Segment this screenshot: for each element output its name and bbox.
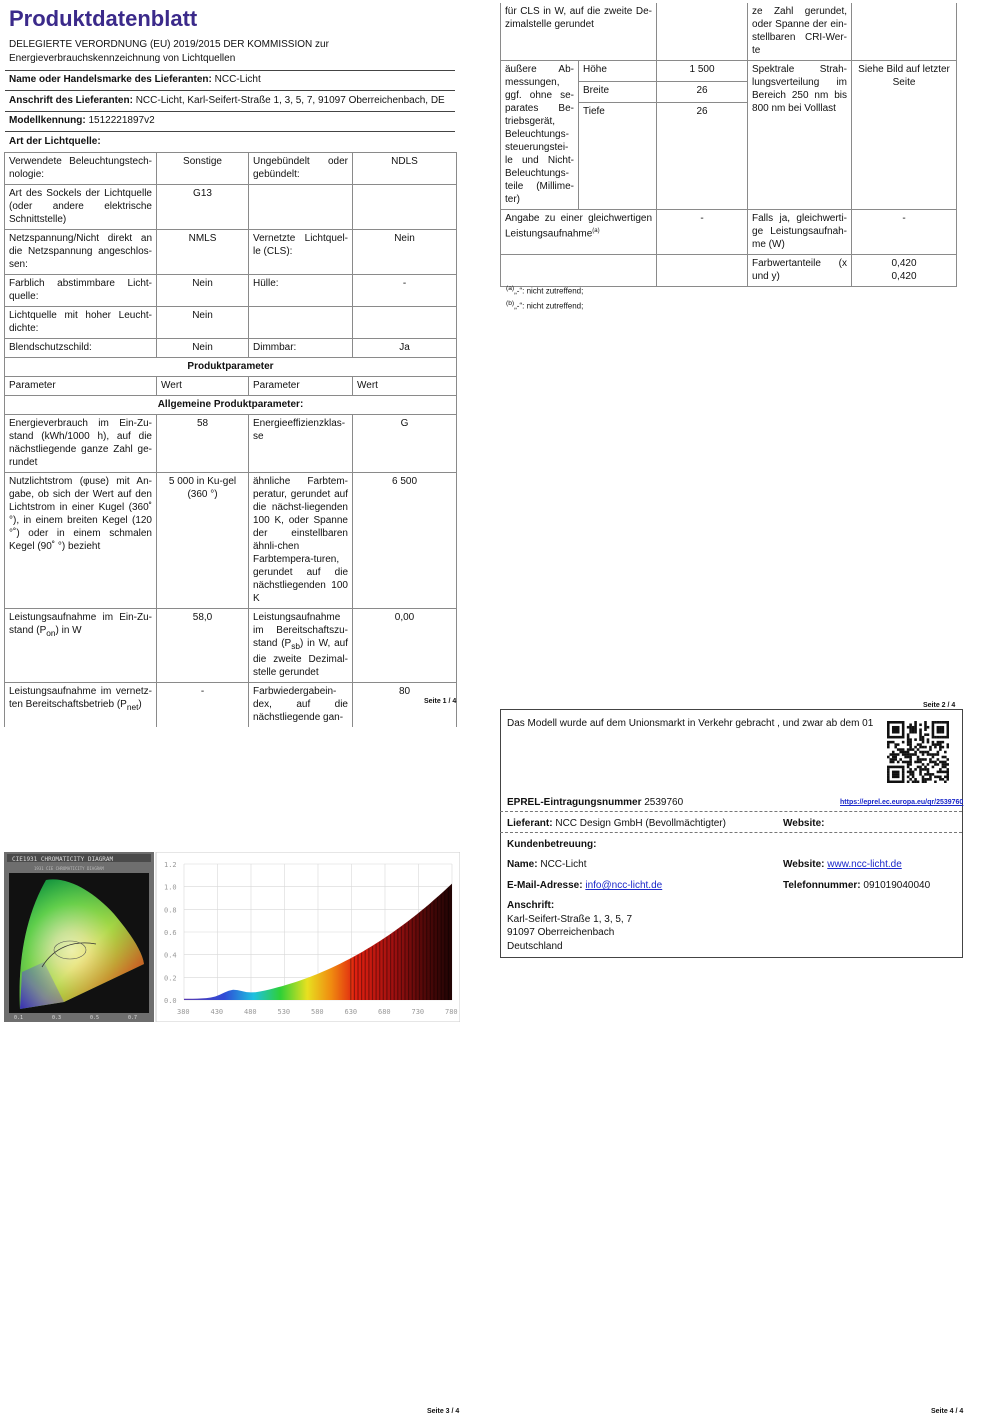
- param-cell: für CLS in W, auf die zweite De-zimalstelle gerundet: [501, 3, 657, 61]
- dimension-value: 26: [657, 82, 748, 103]
- param-cell: Hülle:: [249, 275, 353, 307]
- subscript: sb: [291, 641, 301, 651]
- model-id: 1512221897v2: [88, 115, 155, 126]
- param-cell: Dimmbar:: [249, 339, 353, 358]
- column-header: Parameter: [5, 377, 157, 396]
- eprel-number: 2539760: [644, 797, 684, 808]
- value-cell: 6 500: [353, 473, 457, 609]
- spectrum-stripe: [379, 942, 380, 1001]
- page-number: Seite 4 / 4: [931, 1408, 964, 1415]
- dimensions-label: äußere Ab-messungen, ggf. ohne se-parates Be-triebsgerät, Beleuchtungs-steuerungstei-le und Nicht-Beleuchtungs-teile (Millime-ter): [501, 61, 579, 210]
- section-heading: Produktparameter: [5, 358, 457, 377]
- name-label: Name:: [507, 859, 538, 870]
- value-cell: G13: [157, 185, 249, 230]
- y-tick-label: 0.2: [164, 974, 177, 983]
- param-cell: Vernetzte Lichtquel-le (CLS):: [249, 230, 353, 275]
- model-label: Modellkennung:: [9, 115, 86, 126]
- table-row: [501, 3, 957, 61]
- spectrum-stripe: [376, 944, 377, 1000]
- spectrum-stripe: [354, 957, 355, 1000]
- footnote-text: „-“: nicht zutreffend;: [514, 301, 584, 311]
- cie-subtitle: 1931 CIE CHROMATICITY DIAGRAM: [34, 866, 104, 871]
- table-row: [5, 473, 457, 609]
- regulation-line-2: Energieverbrauchskennzeichnung von Lichtquellen: [9, 53, 236, 64]
- section-heading: Allgemeine Produktparameter:: [5, 396, 457, 415]
- eprel-label: EPREL-Eintragungsnummer: [507, 797, 642, 808]
- dimension-name: Breite: [579, 82, 657, 103]
- x-tick-label: 580: [311, 1008, 324, 1016]
- param-cell: Falls ja, gleichwerti-ge Leistungsaufnah-me (W): [748, 210, 852, 255]
- param-cell: [5, 609, 157, 683]
- table-row: [5, 339, 457, 358]
- dimension-name: Höhe: [579, 61, 657, 82]
- table-row: [5, 275, 457, 307]
- supplier-name-label: Name oder Handelsmarke des Lieferanten:: [9, 74, 212, 85]
- light-source-table: [4, 152, 457, 727]
- regulation-text: [9, 38, 449, 66]
- param-cell: [5, 683, 157, 728]
- spectrum-stripe: [386, 937, 387, 1000]
- color-x: 0,420: [891, 258, 917, 269]
- page-number: Seite 3 / 4: [427, 1408, 460, 1415]
- supplier-name-line: [9, 73, 261, 86]
- email-label: E-Mail-Adresse:: [507, 880, 583, 891]
- spectrum-stripe: [408, 921, 409, 1000]
- market-text: Das Modell wurde auf dem Unionsmarkt in Verkehr gebracht , und zwar ab dem 01: [507, 718, 874, 729]
- spectrum-stripe: [415, 916, 416, 1001]
- spectrum-stripe: [437, 897, 438, 1000]
- eprel-link[interactable]: https://eprel.ec.europa.eu/qr/2539760: [840, 799, 964, 806]
- value-cell: 58,0: [157, 609, 249, 683]
- value-cell: 0,00: [353, 609, 457, 683]
- param-cell: Farblich abstimmbare Licht-quelle:: [5, 275, 157, 307]
- spectrum-stripe: [390, 934, 391, 1000]
- table-row: [5, 358, 457, 377]
- value-cell: -: [852, 210, 957, 255]
- email-link[interactable]: info@ncc-licht.de: [585, 880, 663, 891]
- light-type-label: Art der Lichtquelle:: [9, 136, 101, 147]
- spectrum-stripe: [426, 907, 427, 1000]
- column-header: Parameter: [249, 377, 353, 396]
- cie-x-tick: 0.5: [90, 1015, 100, 1021]
- param-cell: Lichtquelle mit hoher Leucht-dichte:: [5, 307, 157, 339]
- spectrum-stripe: [350, 959, 351, 1001]
- spectral-value: Siehe Bild auf letzter Seite: [852, 61, 957, 210]
- x-tick-label: 630: [344, 1008, 358, 1016]
- table-row: [5, 609, 457, 683]
- divider: [5, 111, 455, 112]
- phone-label: Telefonnummer:: [783, 880, 861, 891]
- supplier-name: NCC-Licht: [214, 74, 261, 85]
- contact-name: NCC-Licht: [540, 859, 587, 870]
- website-label: Website:: [783, 818, 825, 829]
- column-header: Wert: [353, 377, 457, 396]
- value-cell: Nein: [157, 275, 249, 307]
- phone-line: [783, 879, 930, 892]
- spectrum-stripe: [394, 932, 395, 1000]
- param-cell: Netzspannung/Nicht direkt an die Netzspannung angeschlos-sen:: [5, 230, 157, 275]
- footnote-ref: (a): [592, 228, 600, 234]
- spectrum-stripe: [397, 929, 398, 1000]
- param-cell: Verwendete Beleuchtungstech-nologie:: [5, 153, 157, 185]
- text: ) in W, auf die zweite Dezimal-stelle gerundet: [253, 638, 348, 678]
- supplier-address-line: [9, 94, 445, 107]
- color-y: 0,420: [891, 271, 917, 282]
- text: Leistungsaufnahme im vernetz-ten Bereitschaftsbetrieb (P: [9, 686, 152, 710]
- spectrum-x-ticks: [177, 1008, 458, 1016]
- spectrum-stripe: [419, 913, 420, 1000]
- address-line-1: Karl-Seifert-Straße 1, 3, 5, 7: [507, 914, 633, 925]
- page-title: Produktdatenblatt: [9, 6, 198, 31]
- param-cell: [249, 307, 353, 339]
- value-cell: [852, 255, 957, 287]
- footnote-mark: (b): [506, 300, 515, 307]
- spectral-label: Spektrale Strah-lungsverteilung im Bereich 250 nm bis 800 nm bei Volllast: [748, 61, 852, 210]
- website-line: [783, 858, 902, 871]
- y-tick-label: 0.6: [164, 929, 177, 937]
- spectrum-stripe: [401, 927, 402, 1001]
- qr-code-icon: [887, 721, 949, 783]
- website2-label: Website:: [783, 859, 825, 870]
- param-cell: [249, 609, 353, 683]
- value-cell: G: [353, 415, 457, 473]
- contact-name-line: [507, 858, 586, 871]
- page-number: Seite 2 / 4: [923, 702, 956, 709]
- frame-top: [500, 709, 962, 710]
- value-cell: 80: [353, 683, 457, 728]
- address-line-3: Deutschland: [507, 941, 563, 952]
- x-tick-label: 380: [177, 1008, 190, 1016]
- subscript: net: [126, 702, 139, 712]
- value-cell: -: [157, 683, 249, 728]
- table-row: [501, 61, 957, 82]
- x-tick-label: 530: [277, 1008, 291, 1016]
- address-line-2: 91097 Oberreichenbach: [507, 927, 615, 938]
- spectrum-stripe: [430, 904, 431, 1000]
- param-cell: Ungebündelt oder gebündelt:: [249, 153, 353, 185]
- value-cell: -: [353, 275, 457, 307]
- x-tick-label: 680: [378, 1008, 391, 1016]
- value-cell: [657, 3, 748, 61]
- cie-x-tick: 0.7: [128, 1015, 138, 1021]
- x-tick-label: 430: [210, 1008, 224, 1016]
- param-cell: Blendschutzschild:: [5, 339, 157, 358]
- footnote-b: [506, 298, 583, 312]
- divider: [5, 90, 455, 91]
- table-row: [5, 396, 457, 415]
- x-tick-label: 780: [445, 1008, 458, 1016]
- value-cell: NDLS: [353, 153, 457, 185]
- y-tick-label: 0.8: [164, 906, 177, 915]
- spectrum-stripe: [448, 888, 449, 1001]
- value-cell: [852, 3, 957, 61]
- supplier-address-label: Anschrift des Lieferanten:: [9, 95, 133, 106]
- text: ): [138, 699, 142, 710]
- spectrum-stripe: [368, 948, 369, 1000]
- value-cell: NMLS: [157, 230, 249, 275]
- table-row: [5, 153, 457, 185]
- y-tick-label: 0.4: [164, 951, 177, 960]
- anschrift-label: Anschrift:: [507, 900, 555, 911]
- param-cell: Farbwertanteile (x und y): [748, 255, 852, 287]
- y-tick-label: 1.0: [164, 883, 177, 892]
- dimension-name: Tiefe: [579, 103, 657, 210]
- supplier-address: NCC-Licht, Karl-Seifert-Straße 1, 3, 5, 7, 91097 Oberreichenbach, DE: [135, 95, 445, 106]
- spectrum-stripe: [357, 955, 358, 1000]
- footnote-a: [506, 283, 583, 297]
- text: ) in W: [55, 625, 82, 636]
- table-row: [5, 307, 457, 339]
- value-cell: 58: [157, 415, 249, 473]
- value-cell: 5 000 in Ku-gel (360 °): [157, 473, 249, 609]
- frame-bottom: [500, 957, 962, 958]
- x-tick-label: 730: [411, 1008, 425, 1016]
- cie-title: CIE1931 CHROMATICITY DIAGRAM: [12, 856, 114, 863]
- value-cell: Nein: [353, 230, 457, 275]
- spectrum-stripe: [365, 950, 366, 1000]
- table-header-row: [5, 377, 457, 396]
- table-row: [501, 210, 957, 255]
- param-cell: Nutzlichtstrom (φuse) mit An-gabe, ob sich der Wert auf den Lichtstrom in einer Kugel (360˚ °), in einem breiten Kegel (120 °˚) oder in einem schmalen Kegel (90˚ °) bezieht: [5, 473, 157, 609]
- subscript: on: [46, 628, 56, 638]
- model-line: [9, 114, 155, 127]
- text: Leistungsaufnahme im Bereitschaftszu-stand (P: [253, 612, 348, 649]
- value-cell: Nein: [157, 307, 249, 339]
- dimension-value: 26: [657, 103, 748, 210]
- spectrum-stripe: [412, 918, 413, 1000]
- param-cell: [249, 185, 353, 230]
- spectrum-stripe: [372, 946, 373, 1000]
- y-tick-label: 0.0: [164, 997, 177, 1005]
- spectrum-stripe: [423, 910, 424, 1000]
- table-row: [5, 230, 457, 275]
- website-link[interactable]: www.ncc-licht.de: [827, 859, 902, 870]
- param-cell: Farbwiedergabein-dex, auf die nächstliegende gan-: [249, 683, 353, 728]
- empty-cell: [501, 255, 657, 287]
- page-number: Seite 1 / 4: [424, 698, 457, 705]
- value-cell: Nein: [157, 339, 249, 358]
- text: Angabe zu einer gleichwertigen Leistungsaufnahme: [505, 213, 653, 240]
- kundenbetreuung-label: Kundenbetreuung:: [507, 839, 597, 850]
- table-row: [5, 683, 457, 728]
- footnote-mark: (a): [506, 285, 515, 292]
- table-row: [5, 185, 457, 230]
- cie-x-tick: 0.1: [14, 1015, 24, 1021]
- param-cell: Energieverbrauch im Ein-Zu-stand (kWh/1000 h), auf die nächstliegende ganze Zahl ge-rundet: [5, 415, 157, 473]
- spectrum-stripe: [433, 901, 434, 1001]
- value-cell: -: [657, 210, 748, 255]
- cie-x-tick: 0.3: [52, 1015, 62, 1021]
- value-cell: [353, 185, 457, 230]
- table-row: [501, 255, 957, 287]
- value-cell: Ja: [353, 339, 457, 358]
- y-tick-label: 1.2: [164, 861, 177, 869]
- param-cell: ähnliche Farbtem-peratur, gerundet auf die nächst-liegenden 100 K, oder Spanne der einstellbaren ähnli-chen Farbtempera-turen, gerundet auf die nächstliegenden 100 K: [249, 473, 353, 609]
- divider: [5, 131, 455, 132]
- x-tick-label: 480: [244, 1008, 257, 1016]
- value-cell: Sonstige: [157, 153, 249, 185]
- divider: [5, 70, 455, 71]
- param-cell: [501, 210, 657, 255]
- spectrum-stripe: [444, 891, 445, 1000]
- divider: [500, 811, 962, 812]
- eprel-line: [507, 796, 683, 809]
- phone-number: 091019040040: [863, 880, 931, 891]
- text: Leistungsaufnahme im Ein-Zu-stand (P: [9, 612, 152, 636]
- continued-table: [500, 3, 957, 287]
- lieferant-label: Lieferant:: [507, 818, 553, 829]
- spectrum-stripe: [441, 894, 442, 1000]
- email-line: [507, 879, 662, 892]
- param-cell: ze Zahl gerundet, oder Spanne der ein-stellbaren CRI-Wer-te: [748, 3, 852, 61]
- empty-cell: [657, 255, 748, 287]
- spectrum-figure: [4, 852, 460, 1022]
- lieferant-line: [507, 817, 726, 830]
- spectrum-stripe: [404, 924, 405, 1000]
- frame-left: [500, 709, 501, 958]
- lieferant-value: NCC Design GmbH (Bevollmächtigter): [555, 818, 726, 829]
- footnote-text: „-“: nicht zutreffend;: [514, 286, 584, 296]
- frame-right: [962, 709, 963, 958]
- param-cell: Art des Sockels der Lichtquelle (oder andere elektrische Schnittstelle): [5, 185, 157, 230]
- table-row: [5, 415, 457, 473]
- divider: [500, 832, 962, 833]
- param-cell: Energieeffizienzklas-se: [249, 415, 353, 473]
- value-cell: [353, 307, 457, 339]
- dimension-value: 1 500: [657, 61, 748, 82]
- column-header: Wert: [157, 377, 249, 396]
- regulation-line-1: DELEGIERTE VERORDNUNG (EU) 2019/2015 DER KOMMISSION zur: [9, 39, 329, 50]
- spectrum-stripe: [383, 939, 384, 1000]
- spectrum-stripe: [361, 953, 362, 1001]
